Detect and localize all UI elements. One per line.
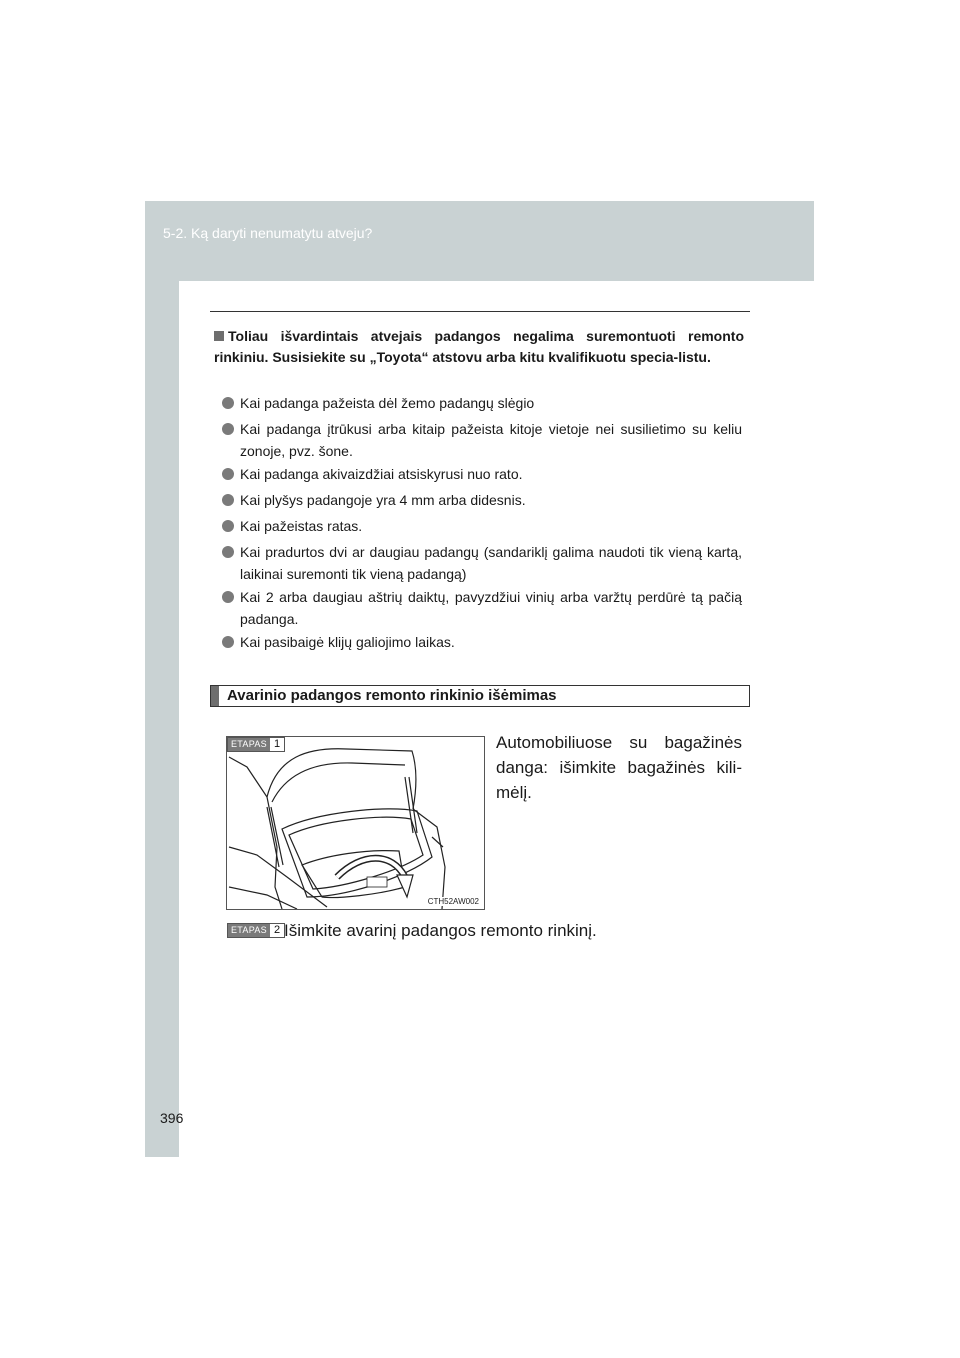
- section-accent: [211, 686, 219, 706]
- step-1-text: Automobiliuose su bagažinės danga: išimkite bagažinės kili-mėlį.: [496, 733, 742, 802]
- step-1-badge: [227, 737, 285, 752]
- bullet-dot-icon: [222, 546, 234, 558]
- top-rule: [210, 311, 750, 312]
- list-item: [222, 631, 742, 653]
- trunk-illustration: [226, 736, 485, 910]
- list-item-text: Kai pradurtos dvi ar daugiau padangų (sandariklį galima naudoti tik vieną kartą, laikinai suremonti tik vieną padangą): [240, 544, 742, 582]
- bullet-dot-icon: [222, 591, 234, 603]
- bullet-dot-icon: [222, 494, 234, 506]
- step-2-badge: [227, 923, 285, 938]
- step-2-text: Išimkite avarinį padangos remonto rinkinį.: [284, 921, 597, 940]
- list-item: [222, 515, 742, 537]
- square-bullet-icon: [214, 331, 224, 341]
- note-heading-text: Toliau išvardintais atvejais padangos negalima suremontuoti remonto rinkiniu. Susisiekite su „Toyota“ atstovu arba kitu kvalifikuotu specia-listu.: [214, 328, 744, 365]
- list-item: [222, 418, 742, 462]
- bullet-dot-icon: [222, 423, 234, 435]
- bullet-dot-icon: [222, 636, 234, 648]
- list-item-text: Kai pasibaigė klijų galiojimo laikas.: [240, 634, 455, 650]
- page-number: 396: [160, 1110, 184, 1126]
- list-item-text: Kai plyšys padangoje yra 4 mm arba didesnis.: [240, 492, 526, 508]
- step-number: 2: [270, 924, 284, 937]
- trunk-drawing: [227, 737, 485, 910]
- header-band: [145, 201, 814, 281]
- list-item-text: Kai 2 arba daugiau aštrių daiktų, pavyzdžiui vinių arba varžtų perdūrė tą pačią padanga.: [240, 589, 742, 627]
- section-heading-bar: [210, 685, 750, 707]
- bullet-dot-icon: [222, 520, 234, 532]
- list-item: [222, 392, 742, 414]
- section-title: Avarinio padangos remonto rinkinio išėmimas: [227, 687, 557, 704]
- list-item: [222, 489, 742, 511]
- list-item-text: Kai padanga akivaizdžiai atsiskyrusi nuo rato.: [240, 466, 523, 482]
- list-item-text: Kai pažeistas ratas.: [240, 518, 363, 534]
- section-header-title: 5-2. Ką daryti nenumatytu atveju?: [163, 225, 373, 241]
- list-item-text: Kai padanga pažeista dėl žemo padangų slėgio: [240, 395, 535, 411]
- note-heading: [214, 326, 744, 368]
- bullet-dot-icon: [222, 397, 234, 409]
- list-item: [222, 541, 742, 585]
- side-strip: [145, 281, 179, 1157]
- bullet-dot-icon: [222, 468, 234, 480]
- step-label: ETAPAS: [228, 738, 270, 751]
- list-item: [222, 586, 742, 630]
- figure-code: CTH52AW002: [427, 897, 479, 906]
- list-item: [222, 463, 742, 485]
- list-item-text: Kai padanga įtrūkusi arba kitaip pažeista kitoje vietoje nei susilietimo su keliu zonoje, pvz. šone.: [240, 421, 742, 459]
- step-label: ETAPAS: [228, 924, 270, 937]
- step-number: 1: [270, 738, 284, 751]
